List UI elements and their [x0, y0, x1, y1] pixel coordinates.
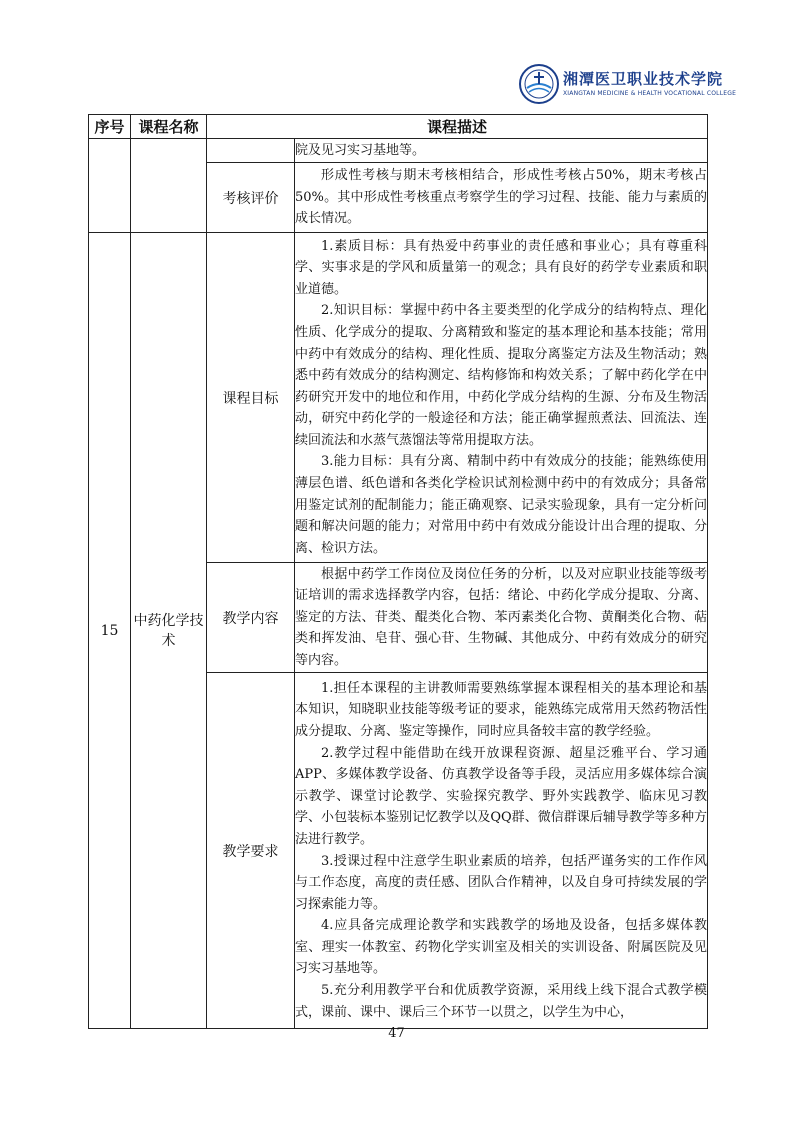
requirement-item: 2.教学过程中能借助在线开放课程资源、超星泛雅平台、学习通APP、多媒体教学设备、仿真教学设备等手段，灵活应用多媒体综合演示教学、课堂讨论教学、实验探究教学、野外实践教学、临床见习教学、小包装标本鉴别记忆教学以及QQ群、微信群课后辅导教学等多种方法进行教学。	[295, 745, 708, 847]
prev-continuation	[295, 139, 708, 163]
course-name: 中药化学技术	[131, 233, 207, 1029]
requirement-item: 3.授课过程中注意学生职业素质的培养，包括严谨务实的工作作风与工作态度，高度的责任感、团队合作精神，以及自身可持续发展的学习探索能力等。	[295, 853, 708, 912]
goal-ability: 3.能力目标：具有分离、精制中药中有效成分的技能；能熟练使用薄层色谱、纸色谱和各类化学检识试剂检测中药中的有效成分；具备常用鉴定试剂的配制能力；能正确观察、记录实验现象，具有一定分析问题和解决问题的能力；对常用中药中有效成分能设计出合理的提取、分离、检识方法。	[295, 454, 708, 556]
requirements-label: 教学要求	[207, 673, 295, 1029]
prev-name-cell	[131, 139, 207, 233]
prev-assessment-label: 考核评价	[207, 163, 295, 233]
requirements-desc	[295, 673, 708, 1029]
requirement-item: 4.应具备完成理论教学和实践教学的场地及设备，包括多媒体教室、理实一体教室、药物化学实训室及相关的实训设备、附属医院及见习实习基地等。	[295, 918, 708, 977]
goals-desc	[295, 233, 708, 563]
prev-aspect-empty	[207, 139, 295, 163]
school-logo	[519, 60, 737, 112]
school-name: 湘潭医卫职业技术学院	[563, 70, 724, 88]
table-row	[89, 139, 708, 163]
goal-knowledge: 2.知识目标：掌握中药中各主要类型的化学成分的结构特点、理化性质、化学成分的提取、分离精致和鉴定的基本理论和基本技能；常用中药中有效成分的结构、理化性质、提取分离鉴定方法及生物活动；熟悉中药有效成分的结构测定、结构修饰和构效关系；了解中药化学在中药研究开发中的地位和作用，中药化学成分结构的生源、分布及生物活动，研究中药化学的一般途径和方法；能正确掌握煎煮法、回流法、连续回流法和水蒸气蒸馏法等常用提取方法。	[295, 303, 708, 448]
content-text: 根据中药学工作岗位及岗位任务的分析，以及对应职业技能等级考证培训的需求选择教学内容，包括：绪论、中药化学成分提取、分离、鉴定的方法、苷类、醌类化合物、苯丙素类化合物、黄酮类化合物、萜类和挥发油、皂苷、强心苷、生物碱、其他成分、中药有效成分的研究等内容。	[295, 566, 708, 668]
header-course-desc: 课程描述	[207, 115, 708, 139]
prev-assessment-text: 形成性考核与期末考核相结合，形成性考核占50%，期末考核占50%。其中形成性考核重点考察学生的学习过程、技能、能力与素质的成长情况。	[295, 168, 708, 227]
content-label: 教学内容	[207, 563, 295, 673]
prev-continuation-text: 院及见习实习基地等。	[295, 142, 426, 158]
header-seq: 序号	[89, 115, 131, 139]
course-seq: 15	[89, 233, 131, 1029]
header-course-name: 课程名称	[131, 115, 207, 139]
goals-label: 课程目标	[207, 233, 295, 563]
requirement-item: 5.充分利用教学平台和优质教学资源，采用线上线下混合式教学模式，课前、课中、课后三个环节一以贯之，以学生为中心，	[295, 983, 708, 1020]
requirement-item: 1.担任本课程的主讲教师需要熟练掌握本课程相关的基本理论和基本知识，知晓职业技能等级考证的要求，能熟练完成常用天然药物活性成分提取、分离、鉴定等操作，同时应具备较丰富的教学经验。	[295, 680, 708, 739]
school-emblem-icon	[519, 62, 559, 106]
goal-quality: 1.素质目标：具有热爱中药事业的责任感和事业心；具有尊重科学、实事求是的学风和质量第一的观念；具有良好的药学专业素质和职业道德。	[295, 238, 708, 297]
table-row	[89, 233, 708, 563]
table-header-row	[89, 115, 708, 139]
prev-assessment	[295, 163, 708, 233]
school-name-en: XIANGTAN MEDICINE & HEALTH VOCATIONAL COLLEGE	[563, 90, 737, 97]
content-desc	[295, 563, 708, 673]
course-table	[88, 114, 708, 1029]
prev-seq-cell	[89, 139, 131, 233]
page-number: 47	[388, 1026, 405, 1041]
